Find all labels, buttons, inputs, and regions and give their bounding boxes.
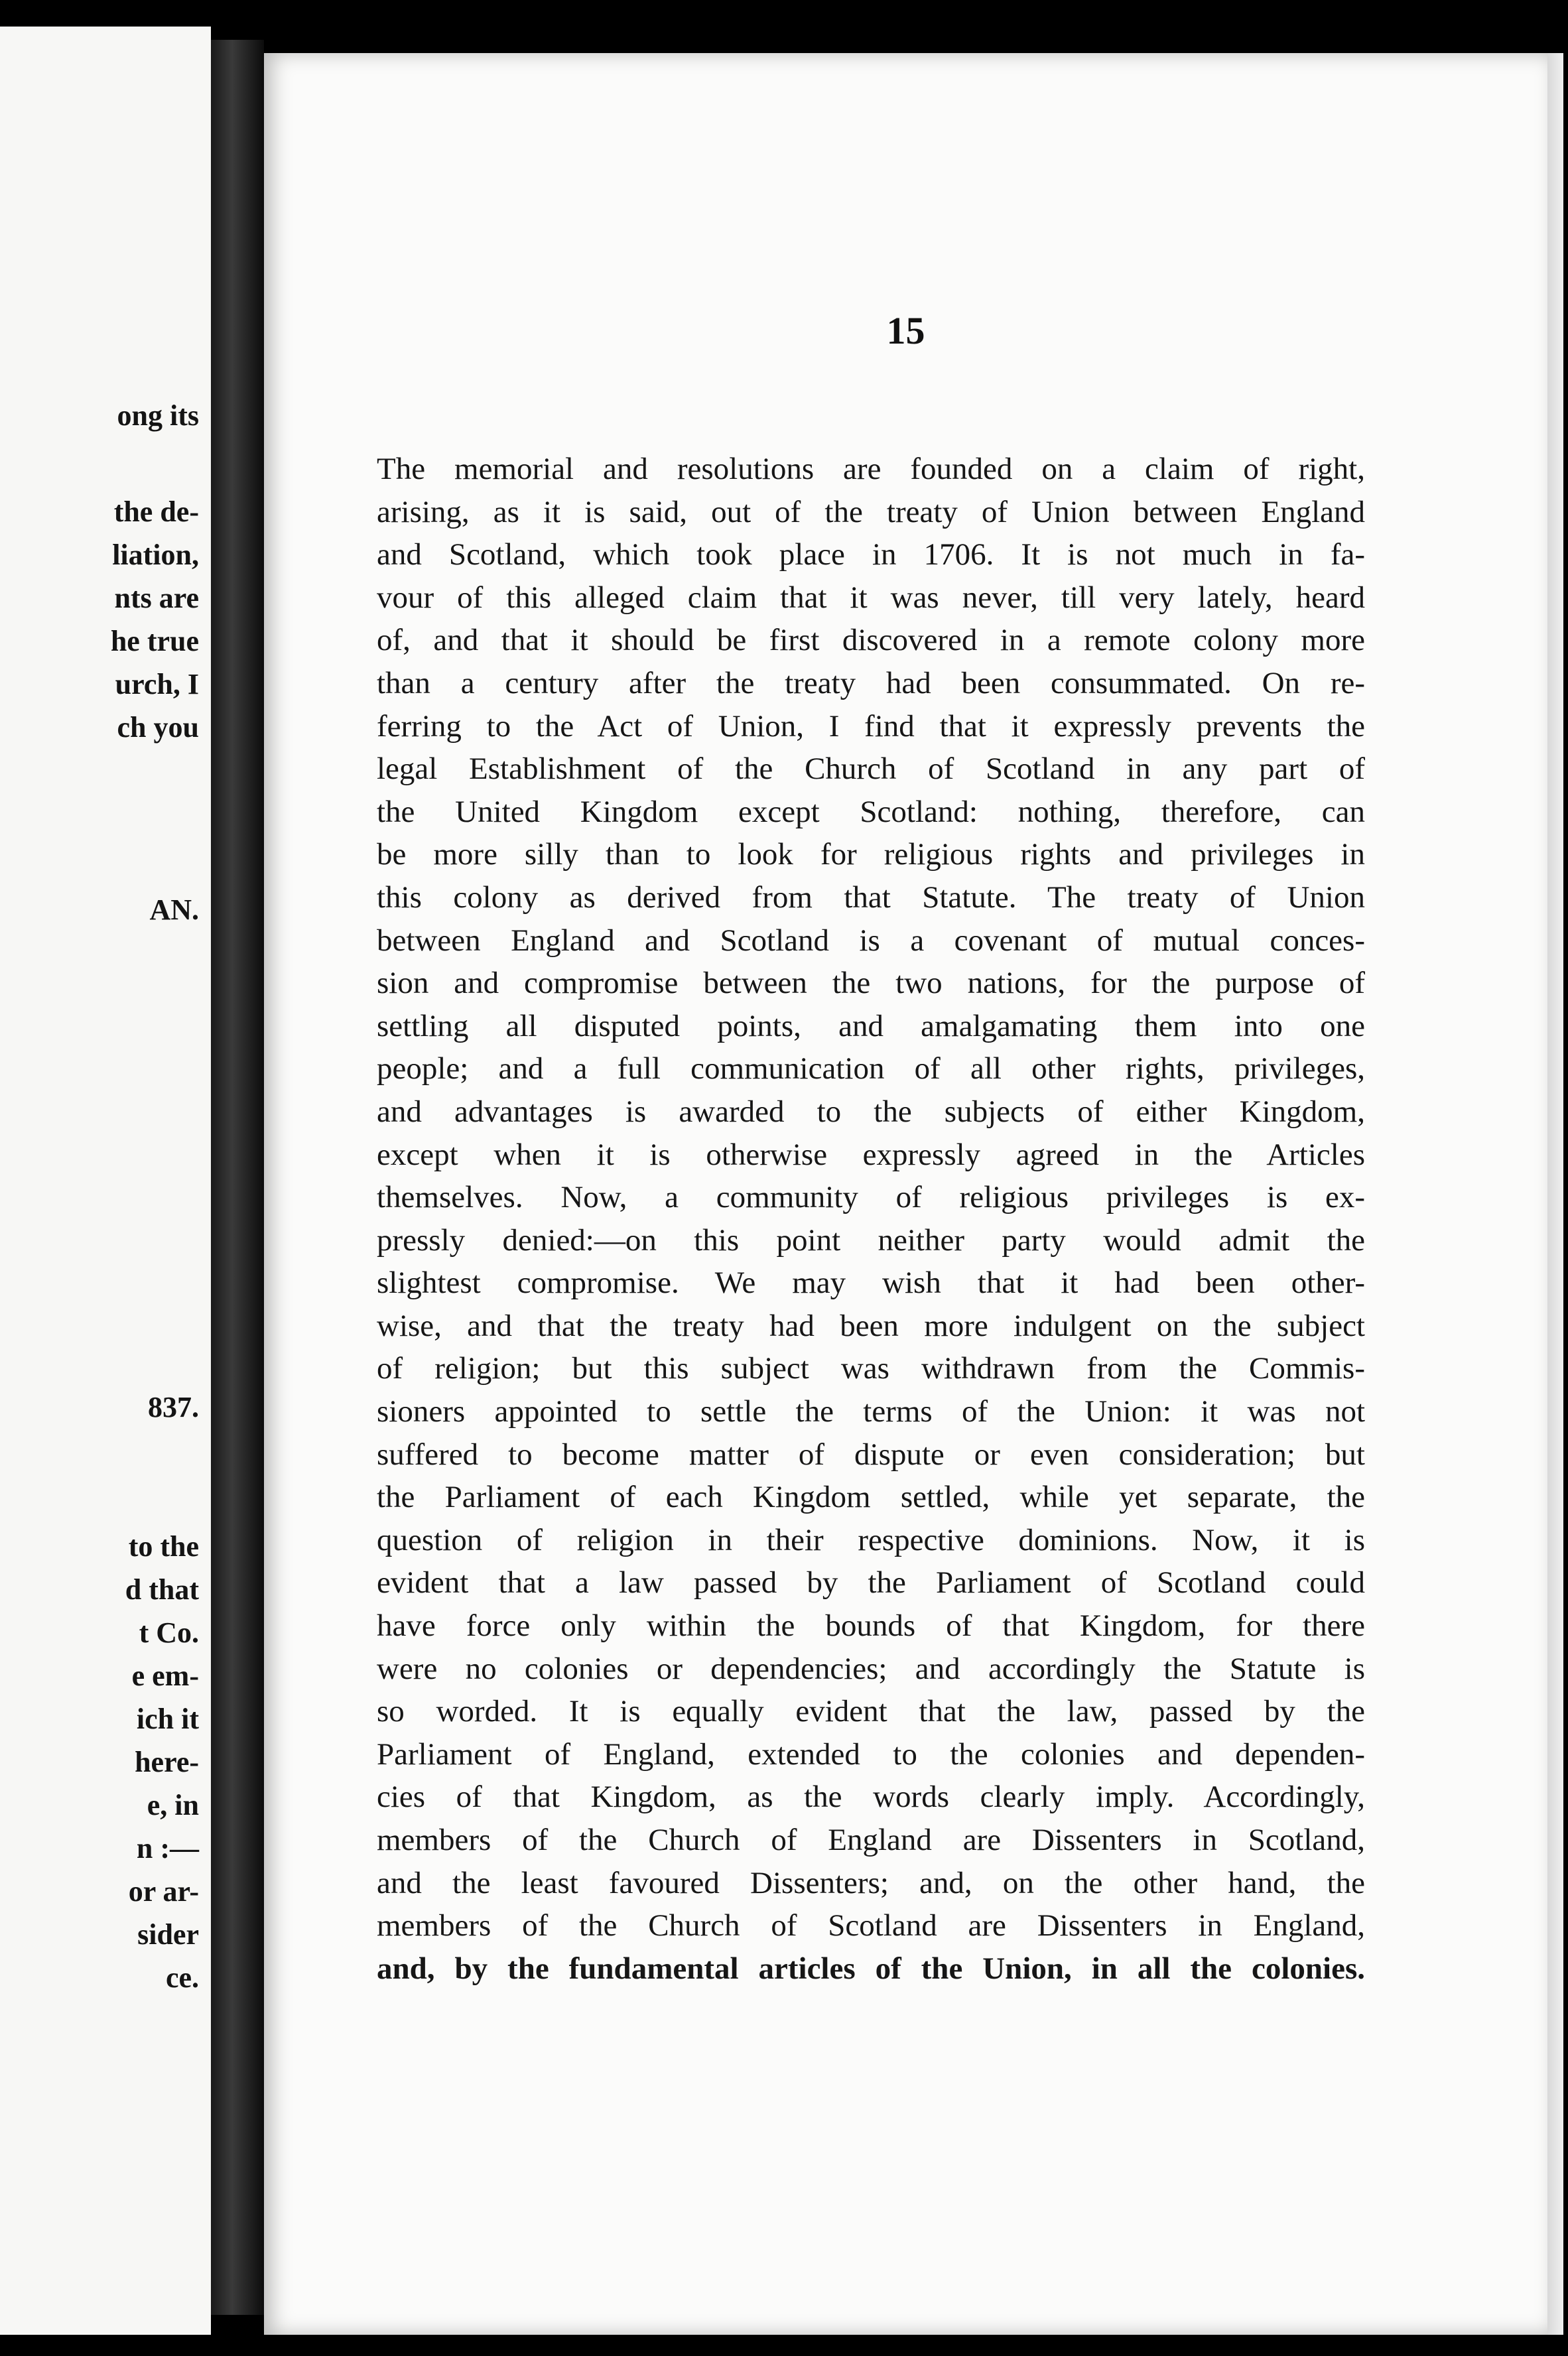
text-line: the United Kingdom except Scotland: nothing, therefore, can (377, 794, 1365, 829)
facing-page-line: the de- (113, 495, 199, 528)
facing-page-line: sider (137, 1918, 199, 1951)
text-line: and the least favoured Dissenters; and, on the other hand, the (377, 1865, 1365, 1900)
text-line: between England and Scotland is a covenant of mutual conces- (377, 923, 1365, 958)
text-line: this colony as derived from that Statute. The treaty of Union (377, 880, 1365, 915)
facing-page-line: ong its (117, 399, 199, 432)
text-line: of religion; but this subject was withdrawn from the Commis- (377, 1351, 1365, 1386)
page-edge (1547, 53, 1563, 2335)
book-gutter (211, 40, 264, 2315)
facing-page-line: ce. (165, 1961, 199, 1994)
text-line: the Parliament of each Kingdom settled, while yet separate, the (377, 1480, 1365, 1515)
text-line: suffered to become matter of dispute or even consideration; but (377, 1437, 1365, 1472)
facing-page-line: nts are (114, 582, 199, 614)
text-line: and Scotland, which took place in 1706. It is not much in fa- (377, 537, 1365, 572)
text-line: arising, as it is said, out of the treaty of Union between England (377, 494, 1365, 529)
text-line: than a century after the treaty had been consummated. On re- (377, 665, 1365, 700)
main-page (264, 53, 1547, 2335)
facing-page-line: he true (110, 625, 199, 657)
text-line: Parliament of England, extended to the colonies and dependen- (377, 1736, 1365, 1772)
facing-page-line: to the (128, 1530, 199, 1563)
text-line: except when it is otherwise expressly agreed in the Articles (377, 1137, 1365, 1172)
text-line: were no colonies or dependencies; and accordingly the Statute is (377, 1651, 1365, 1686)
text-line: wise, and that the treaty had been more indulgent on the subject (377, 1308, 1365, 1343)
body-paragraph (377, 448, 1365, 1990)
facing-page-line: liation, (112, 539, 199, 571)
text-line: and, by the fundamental articles of the Union, in all the colonies. (377, 1951, 1365, 1986)
text-line: ferring to the Act of Union, I find that it expressly prevents the (377, 708, 1365, 744)
text-line: of, and that it should be first discovered in a remote colony more (377, 623, 1365, 658)
text-line: settling all disputed points, and amalgamating them into one (377, 1008, 1365, 1043)
text-line: themselves. Now, a community of religious privileges is ex- (377, 1180, 1365, 1215)
text-line: question of religion in their respective dominions. Now, it is (377, 1522, 1365, 1557)
text-line: be more silly than to look for religious rights and privileges in (377, 837, 1365, 872)
text-line: sion and compromise between the two nations, for the purpose of (377, 966, 1365, 1001)
text-line: so worded. It is equally evident that the law, passed by the (377, 1694, 1365, 1729)
facing-page-line: AN. (149, 893, 199, 926)
text-line: and advantages is awarded to the subjects of either Kingdom, (377, 1094, 1365, 1129)
text-line: slightest compromise. We may wish that it had been other- (377, 1266, 1365, 1301)
text-line: The memorial and resolutions are founded on a claim of right, (377, 452, 1365, 486)
facing-page-line: ch you (117, 711, 199, 744)
text-line: have force only within the bounds of that Kingdom, for there (377, 1608, 1365, 1644)
text-line: legal Establishment of the Church of Scotland in any part of (377, 752, 1365, 787)
text-line: members of the Church of Scotland are Dissenters in England, (377, 1908, 1365, 1943)
facing-page-line: here- (135, 1746, 199, 1778)
facing-page-line: e, in (147, 1789, 199, 1821)
facing-page-line: 837. (148, 1391, 199, 1423)
facing-page-line: urch, I (115, 668, 199, 700)
facing-page-line: or ar- (128, 1875, 199, 1908)
facing-page-line: ich it (136, 1703, 199, 1735)
text-line: pressly denied:—on this point neither party would admit the (377, 1222, 1365, 1258)
text-line: vour of this alleged claim that it was never, till very lately, heard (377, 580, 1365, 615)
text-line: people; and a full communication of all other rights, privileges, (377, 1051, 1365, 1086)
facing-page-line: e em- (131, 1660, 199, 1692)
text-line: sioners appointed to settle the terms of the Union: it was not (377, 1394, 1365, 1429)
text-line: members of the Church of England are Dissenters in Scotland, (377, 1823, 1365, 1857)
facing-page-line: t Co. (139, 1616, 199, 1649)
text-line: evident that a law passed by the Parliament of Scotland could (377, 1565, 1365, 1601)
page-number: 15 (886, 309, 925, 352)
facing-page-line: d that (125, 1573, 199, 1606)
facing-page-line: n :— (136, 1832, 199, 1865)
facing-page-fragment (0, 27, 211, 2335)
text-line: cies of that Kingdom, as the words clearly imply. Accordingly, (377, 1780, 1365, 1815)
